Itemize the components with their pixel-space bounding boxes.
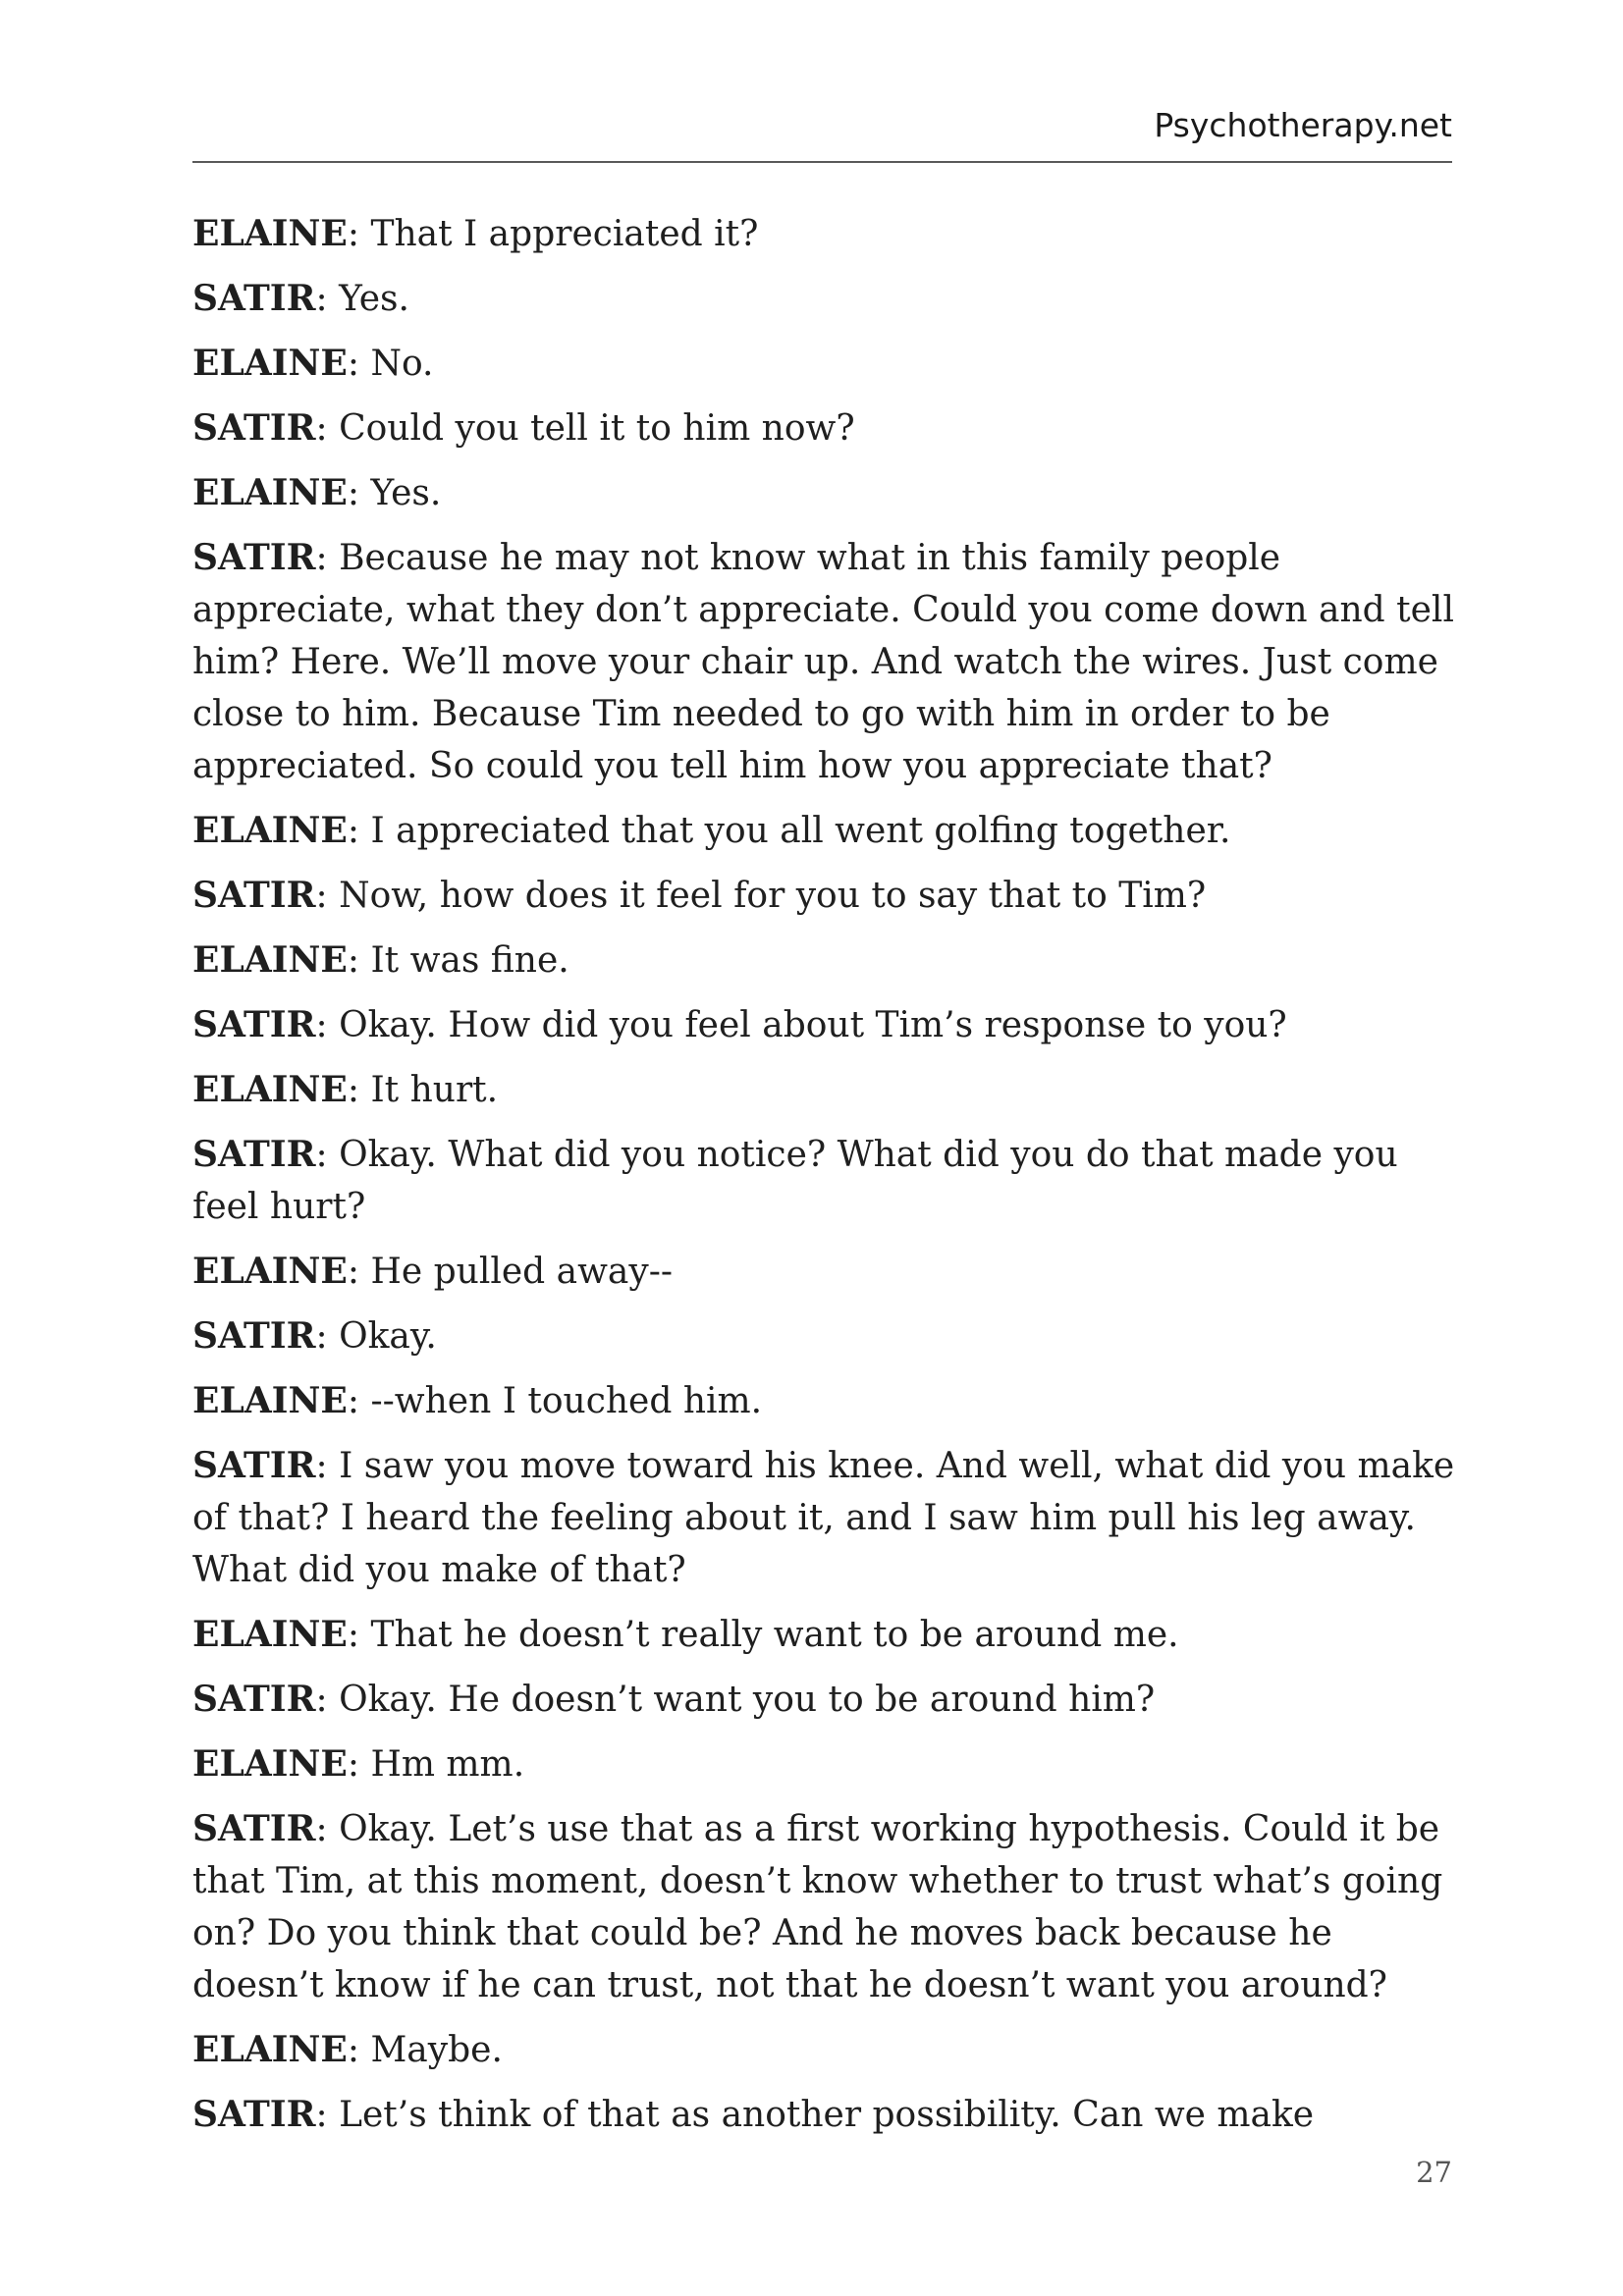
speaker-name: SATIR [192,1445,316,1486]
dialogue-line [192,934,1459,987]
dialogue-text: : Because he may not know what in this family people appreciate, what they don’t appreciate. Could you come down and tell him? Here. We’ll move your chair up. And watch the wires. Just come close to him. Because Tim needed to go with him in order to be appreciated. So could you tell him how you appreciate that? [192,538,1454,786]
page-number: 27 [1416,2156,1452,2189]
site-name: Psychotherapy.net [1154,106,1452,144]
speaker-name: ELAINE [192,472,348,513]
dialogue-text: : Could you tell it to him now? [315,408,855,449]
speaker-name: SATIR [192,2094,316,2135]
dialogue-line [192,208,1459,260]
dialogue-text: : Maybe. [347,2030,503,2070]
transcript [192,208,1459,2154]
dialogue-line [192,1246,1459,1298]
speaker-name: ELAINE [192,1614,348,1655]
dialogue-line [192,1609,1459,1661]
dialogue-line [192,1674,1459,1726]
page-header [192,106,1452,163]
speaker-name: ELAINE [192,1251,348,1292]
dialogue-text: : Now, how does it feel for you to say that to Tim? [315,876,1207,916]
speaker-name: SATIR [192,1004,316,1045]
dialogue-text: : That he doesn’t really want to be around me. [347,1615,1179,1655]
dialogue-line [192,467,1459,519]
speaker-name: ELAINE [192,343,348,384]
dialogue-line [192,870,1459,922]
speaker-name: SATIR [192,1134,316,1175]
dialogue-line [192,1129,1459,1233]
dialogue-text: : That I appreciated it? [347,214,759,254]
dialogue-line [192,1310,1459,1362]
dialogue-text: : --when I touched him. [347,1381,763,1421]
dialogue-text: : It was fine. [347,940,569,981]
speaker-name: SATIR [192,278,316,319]
dialogue-text: : Okay. Let’s use that as a first working hypothesis. Could it be that Tim, at this moment, doesn’t know whether to trust what’s going on? Do you think that could be? And he moves back because he doesn’t know if he can trust, not that he doesn’t want you around? [192,1809,1443,2005]
dialogue-text: : He pulled away-- [347,1252,674,1292]
dialogue-line [192,2024,1459,2076]
dialogue-line [192,402,1459,454]
dialogue-text: : Let’s think of that as another possibility. Can we make [315,2095,1315,2135]
speaker-name: SATIR [192,1808,316,1849]
dialogue-line [192,999,1459,1051]
dialogue-line [192,532,1459,792]
dialogue-text: : I appreciated that you all went golfing together. [347,811,1231,851]
speaker-name: SATIR [192,407,316,449]
dialogue-line [192,1375,1459,1427]
speaker-name: SATIR [192,1315,316,1357]
speaker-name: ELAINE [192,810,348,851]
dialogue-text: : Okay. [315,1316,437,1357]
dialogue-text: : It hurt. [347,1070,499,1110]
dialogue-line [192,1440,1459,1596]
dialogue-text: : Yes. [315,279,409,319]
dialogue-line [192,2089,1459,2141]
speaker-name: ELAINE [192,1380,348,1421]
speaker-name: SATIR [192,875,316,916]
dialogue-text: : I saw you move toward his knee. And well, what did you make of that? I heard the feeling about it, and I saw him pull his leg away. What did you make of that? [192,1446,1455,1590]
speaker-name: ELAINE [192,2029,348,2070]
dialogue-text: : Okay. How did you feel about Tim’s response to you? [315,1005,1287,1045]
dialogue-line [192,1738,1459,1790]
dialogue-line [192,1803,1459,2011]
speaker-name: SATIR [192,1679,316,1720]
speaker-name: SATIR [192,537,316,578]
dialogue-text: : Okay. What did you notice? What did you do that made you feel hurt? [192,1135,1398,1227]
speaker-name: ELAINE [192,939,348,981]
dialogue-text: : No. [347,344,434,384]
dialogue-line [192,805,1459,857]
dialogue-text: : Hm mm. [347,1744,525,1785]
dialogue-line [192,1064,1459,1116]
speaker-name: ELAINE [192,1743,348,1785]
dialogue-line [192,273,1459,325]
speaker-name: ELAINE [192,1069,348,1110]
dialogue-text: : Okay. He doesn’t want you to be around him? [315,1680,1156,1720]
dialogue-text: : Yes. [347,473,442,513]
speaker-name: ELAINE [192,213,348,254]
dialogue-line [192,338,1459,390]
